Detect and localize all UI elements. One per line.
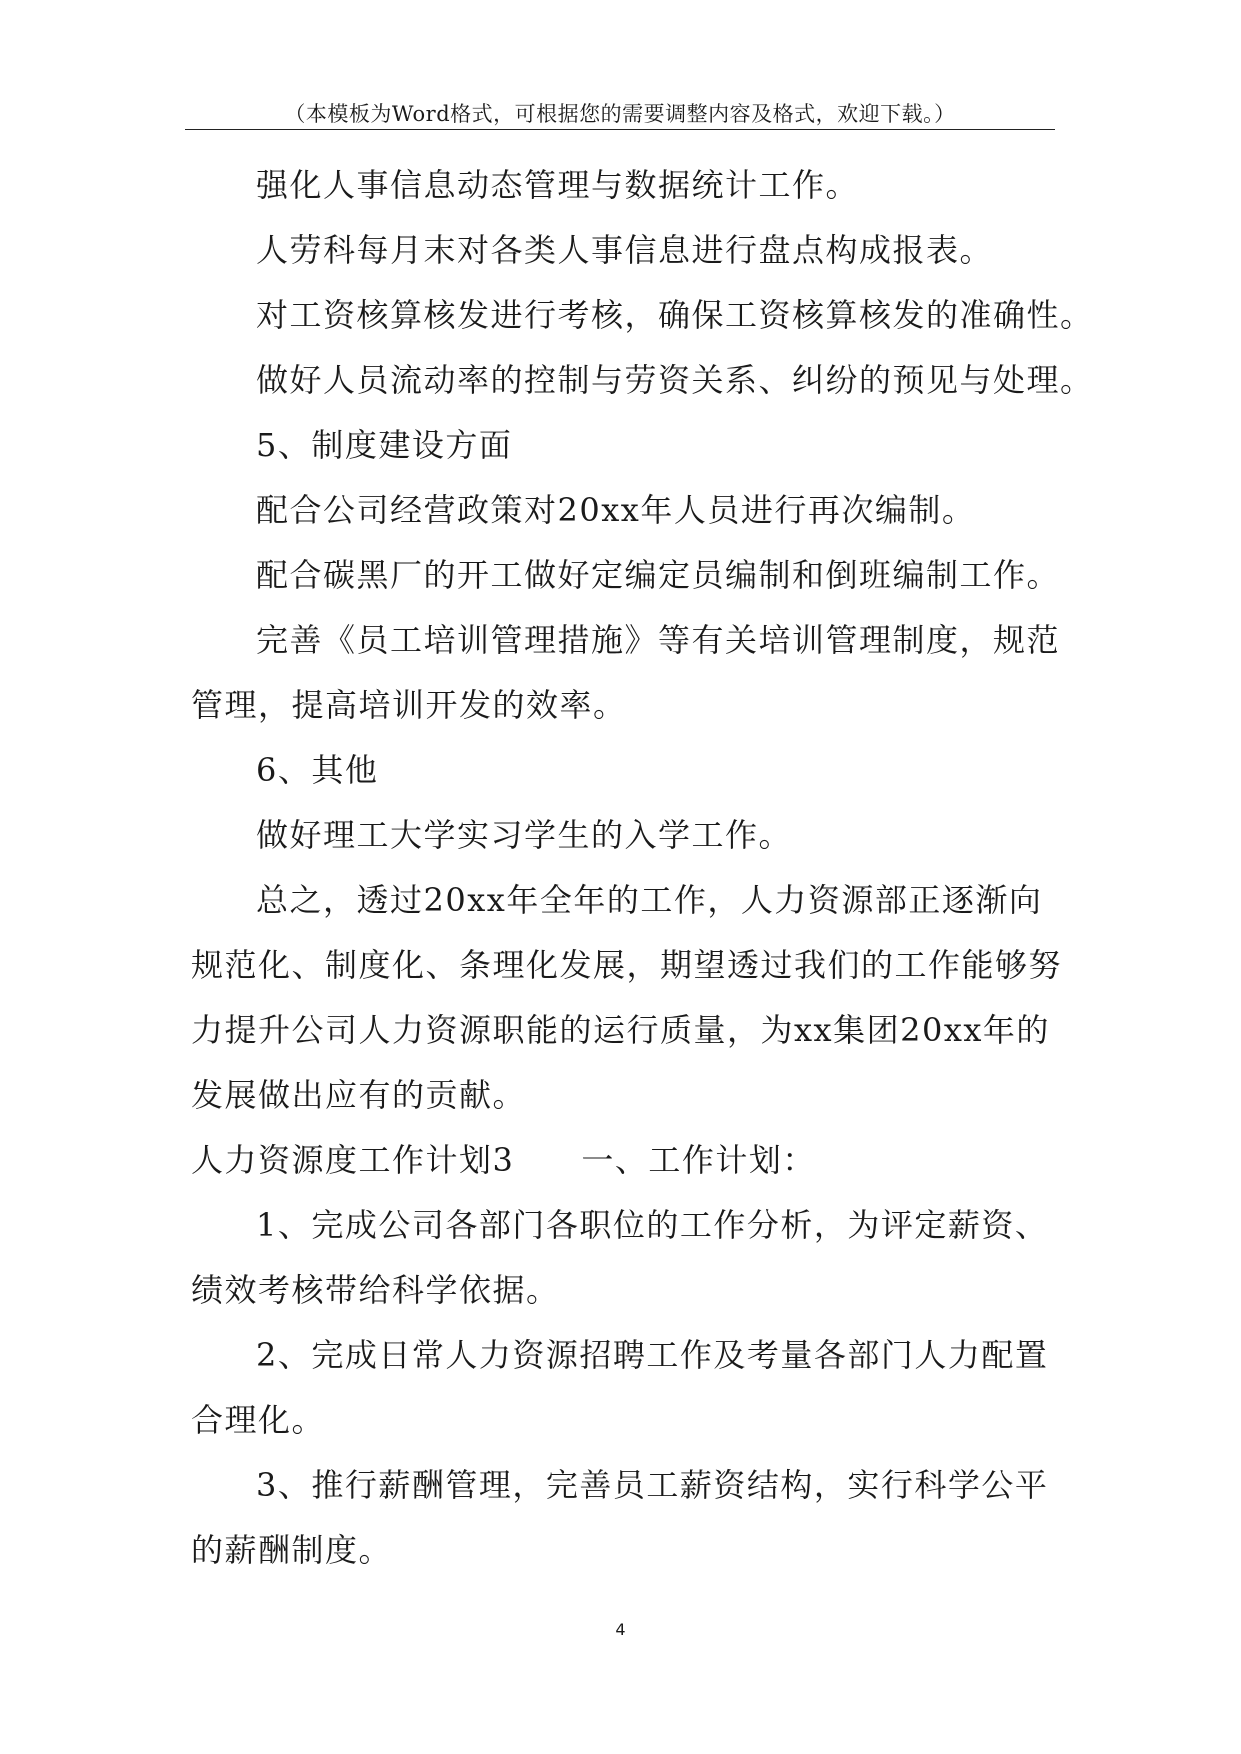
paragraph-line: 人劳科每月末对各类人事信息进行盘点构成报表。 <box>256 231 994 269</box>
page-number: 4 <box>615 1620 626 1639</box>
paragraph-line: 绩效考核带给科学依据。 <box>191 1271 560 1309</box>
document-body <box>191 153 1094 1583</box>
paragraph-line: 3、推行薪酬管理，完善员工薪资结构，实行科学公平 <box>256 1466 1049 1504</box>
paragraph-line: 配合碳黑厂的开工做好定编定员编制和倒班编制工作。 <box>256 556 1061 594</box>
paragraph-line: 做好人员流动率的控制与劳资关系、纠纷的预见与处理。 <box>256 361 1094 399</box>
header-divider <box>185 129 1055 130</box>
paragraph-line: 完善《员工培训管理措施》等有关培训管理制度，规范 <box>256 621 1061 659</box>
paragraph-line: 2、完成日常人力资源招聘工作及考量各部门人力配置 <box>256 1336 1049 1374</box>
paragraph-line: 1、完成公司各部门各职位的工作分析，为评定薪资、 <box>256 1206 1049 1244</box>
paragraph-line: 做好理工大学实习学生的入学工作。 <box>256 816 793 854</box>
paragraph-line: 对工资核算核发进行考核，确保工资核算核发的准确性。 <box>256 296 1094 334</box>
paragraph-line: 强化人事信息动态管理与数据统计工作。 <box>256 166 860 204</box>
paragraph-line: 管理，提高培训开发的效率。 <box>191 686 627 724</box>
paragraph-line: 发展做出应有的贡献。 <box>191 1076 527 1114</box>
paragraph-line: 合理化。 <box>191 1401 326 1439</box>
paragraph-line: 规范化、制度化、条理化发展，期望透过我们的工作能够努 <box>191 946 1063 984</box>
section-heading: 5、制度建设方面 <box>256 426 513 464</box>
paragraph-line: 力提升公司人力资源职能的运行质量，为xx集团20xx年的 <box>191 1011 1050 1049</box>
paragraph-line: 配合公司经营政策对20xx年人员进行再次编制。 <box>256 491 976 529</box>
paragraph-line: 总之，透过20xx年全年的工作，人力资源部正逐渐向 <box>256 881 1043 919</box>
header-note: （本模板为Word格式，可根据您的需要调整内容及格式，欢迎下载。） <box>284 102 956 126</box>
plan-title: 人力资源度工作计划3 一、工作计划： <box>191 1141 816 1179</box>
paragraph-line: 的薪酬制度。 <box>191 1531 393 1569</box>
section-heading: 6、其他 <box>256 751 379 789</box>
